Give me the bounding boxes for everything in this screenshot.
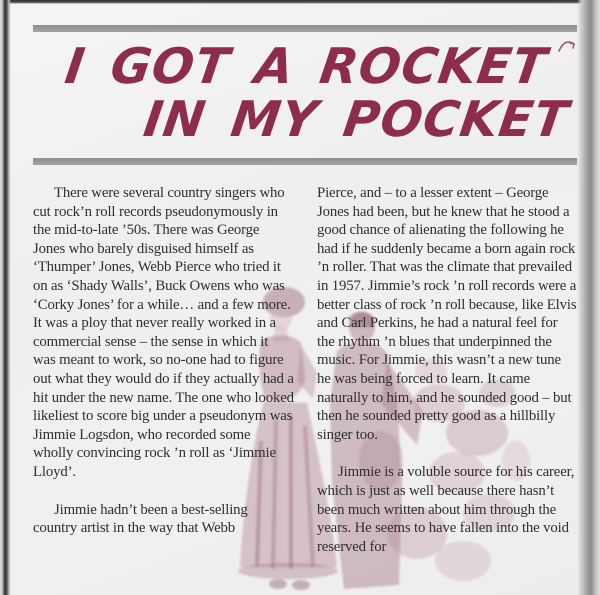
right-column	[317, 184, 578, 556]
left-column-paragraph-2: Jimmie hadn’t been a best-selling country artist in the way that Webb	[33, 501, 248, 537]
ink-squiggle-mark	[556, 36, 578, 58]
right-column-paragraph-1: Pierce, and – to a lesser extent – George Jones had been, but he knew that he stood a good chance of alienating the following he had if he suddenly became a born again rock ’n roller. That was the climate that prevailed in 1957. Jimmie’s rock ’n roll records were a better class of rock ’n roll because, like Elvis and Carl Perkins, he had a natural feel for the rhythm ’n blues that underpinned the music. For Jimmie, this wasn’t a new tune he was being forced to learn. It came naturally to him, and he sounded good – but then he sounded pretty good as a hillbilly singer too.	[317, 185, 577, 443]
scan-edge-top	[0, 0, 600, 4]
scan-edge-left	[0, 0, 11, 595]
right-column-paragraph-2: Jimmie is a voluble source for his career, which is just as well because there hasn’t been much written about him through the years. He seems to have fallen into the void reserved for	[317, 464, 575, 555]
scan-edge-right	[577, 0, 600, 595]
left-column-paragraph-1: There were several country singers who cut rock’n roll records pseudonymously in the mid-to-late ’50s. There was George Jones who barely disguised himself as ‘Thumper’ Jones, Webb Pierce who tried it on as ‘Shady Walls’, Buck Owens who was ‘Corky Jones’ for a while… and a few more. It was a ploy that never really worked in a commercial sense – the sense in which it was meant to work, so no-one had to figure out what they would do if they actually had a hit under the new name. The one who looked likeliest to score big under a pseudonym was Jimmie Logsdon, who recorded some wholly convincing rock ’n roll as ‘Jimmie Lloyd’.	[33, 185, 294, 480]
article-columns	[33, 184, 578, 556]
left-column	[33, 184, 294, 556]
page-title	[55, 40, 580, 146]
title-line-1: I GOT A ROCKET	[61, 38, 551, 95]
horizontal-rule-bottom	[33, 158, 577, 165]
horizontal-rule-top	[33, 25, 577, 32]
title-line-2: IN MY POCKET	[140, 91, 573, 148]
